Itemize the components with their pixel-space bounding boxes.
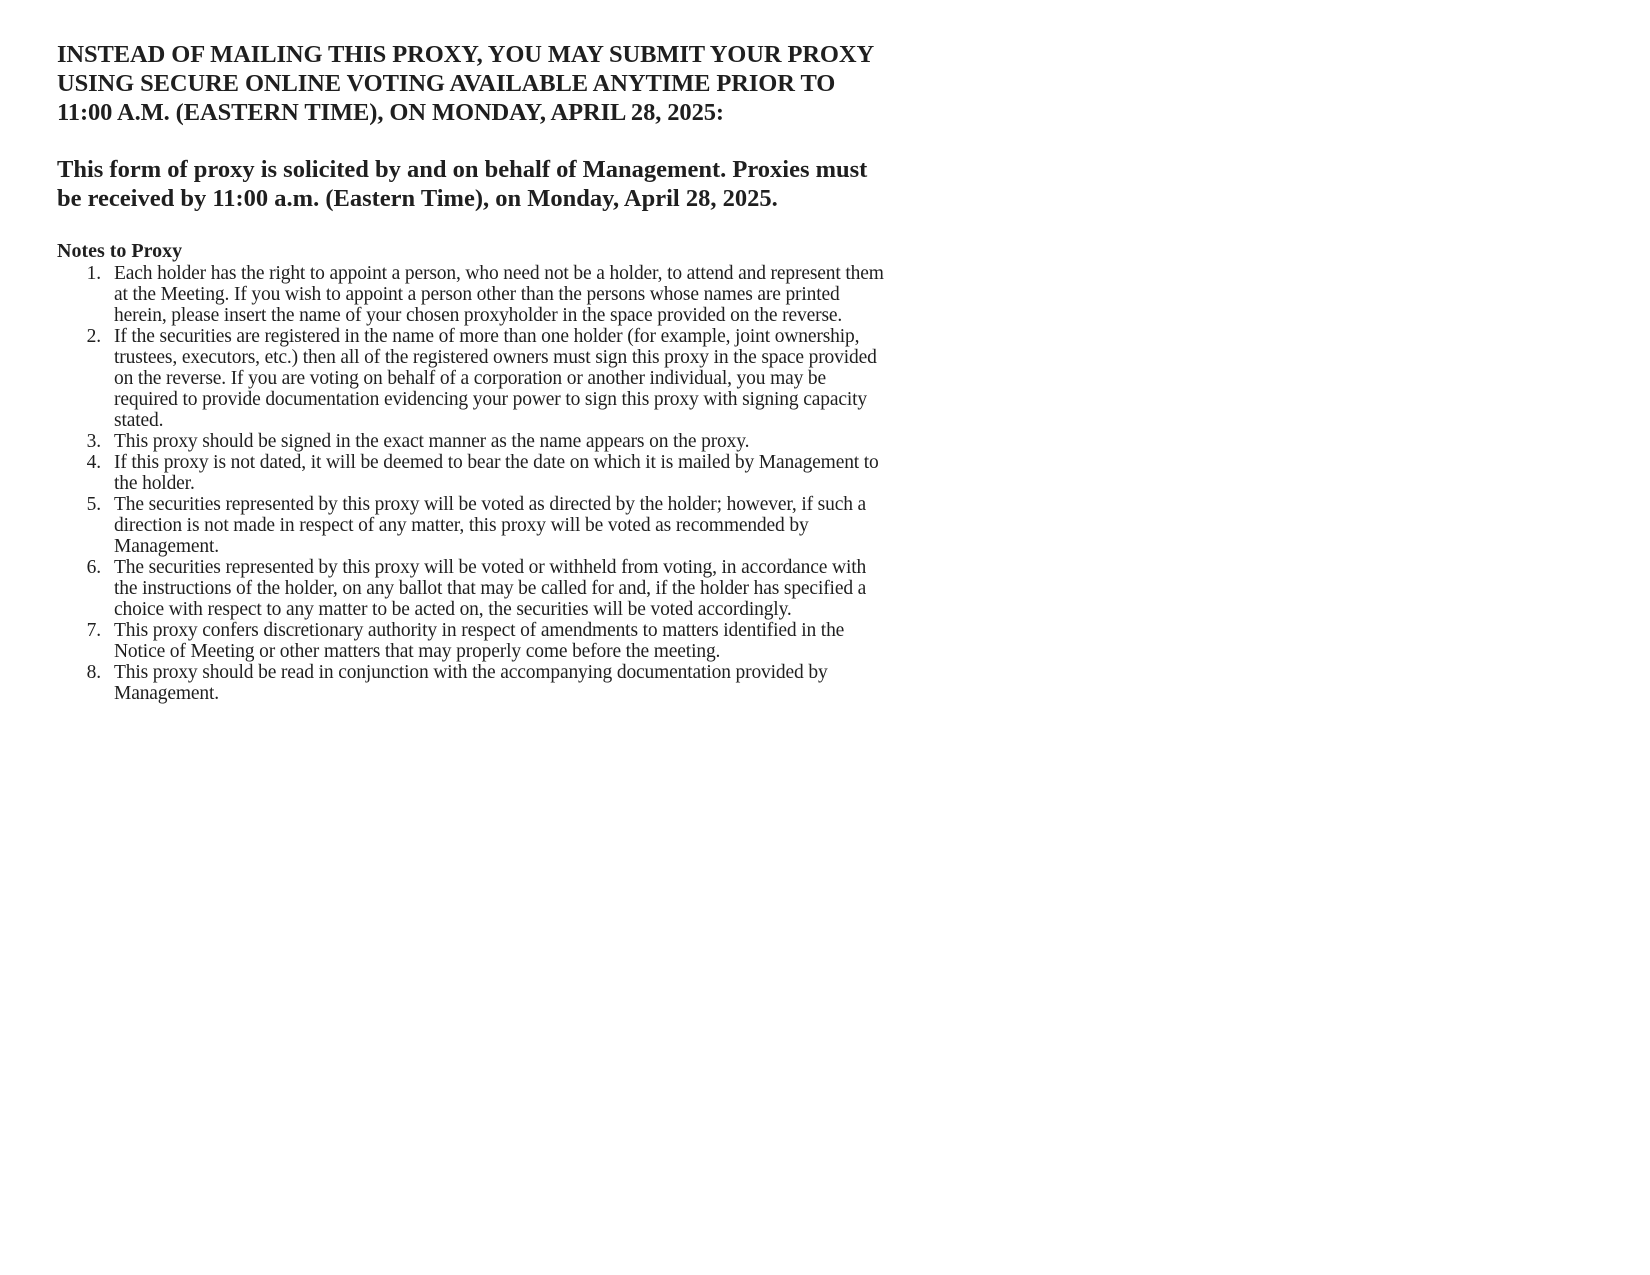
notes-title: Notes to Proxy [57,240,183,262]
note-text: The securities represented by this proxy will be voted or withheld from voting, in accordance with the instructions of the holder, on any ballot that may be called for and, if the holder has specified a choice with respect to any matter to be acted on, the securities will be voted accordingly. [114,557,867,620]
note-number: 2. [86,326,101,347]
note-number: 7. [86,620,101,641]
note-item-7 [57,620,887,662]
note-text: This proxy confers discretionary authority in respect of amendments to matters identified in the Notice of Meeting or other matters that may properly come before the meeting. [114,620,845,662]
note-item-5 [57,494,887,557]
note-number: 4. [86,452,101,473]
note-text: Each holder has the right to appoint a person, who need not be a holder, to attend and represent them at the Meeting. If you wish to appoint a person other than the persons whose names are printed herein, please insert the name of your chosen proxyholder in the space provided on the reverse. [114,263,884,326]
note-item-3 [57,431,887,452]
note-text: If the securities are registered in the name of more than one holder (for example, joint ownership, trustees, executors, etc.) then all of the registered owners must sign this proxy in the space provided on the reverse. If you are voting on behalf of a corporation or another individual, you may be required to provide documentation evidencing your power to sign this proxy with signing capacity stated. [114,326,877,431]
note-item-6 [57,557,887,620]
note-number: 3. [86,431,101,452]
online-voting-heading: INSTEAD OF MAILING THIS PROXY, YOU MAY SUBMIT YOUR PROXY USING SECURE ONLINE VOTING AVAILABLE ANYTIME PRIOR TO 11:00 A.M. (EASTERN TIME), ON MONDAY, APRIL 28, 2025: [57,41,874,126]
note-text: The securities represented by this proxy will be voted as directed by the holder; however, if such a direction is not made in respect of any matter, this proxy will be voted as recommended by Management. [114,494,867,557]
solicitation-heading: This form of proxy is solicited by and on behalf of Management. Proxies must be received by 11:00 a.m. (Eastern Time), on Monday, April 28, 2025. [57,156,868,212]
proxy-form-page [57,40,887,704]
note-number: 5. [86,494,101,515]
note-item-1 [57,263,887,326]
note-item-8 [57,662,887,704]
note-text: If this proxy is not dated, it will be deemed to bear the date on which it is mailed by Management to the holder. [114,452,879,494]
notes-list [57,263,887,704]
note-text: This proxy should be signed in the exact manner as the name appears on the proxy. [114,431,750,452]
note-number: 8. [86,662,101,683]
notes-to-proxy [57,239,887,704]
note-item-2 [57,326,887,431]
note-number: 1. [86,263,101,284]
note-item-4 [57,452,887,494]
note-text: This proxy should be read in conjunction with the accompanying documentation provided by Management. [114,662,828,704]
note-number: 6. [86,557,101,578]
